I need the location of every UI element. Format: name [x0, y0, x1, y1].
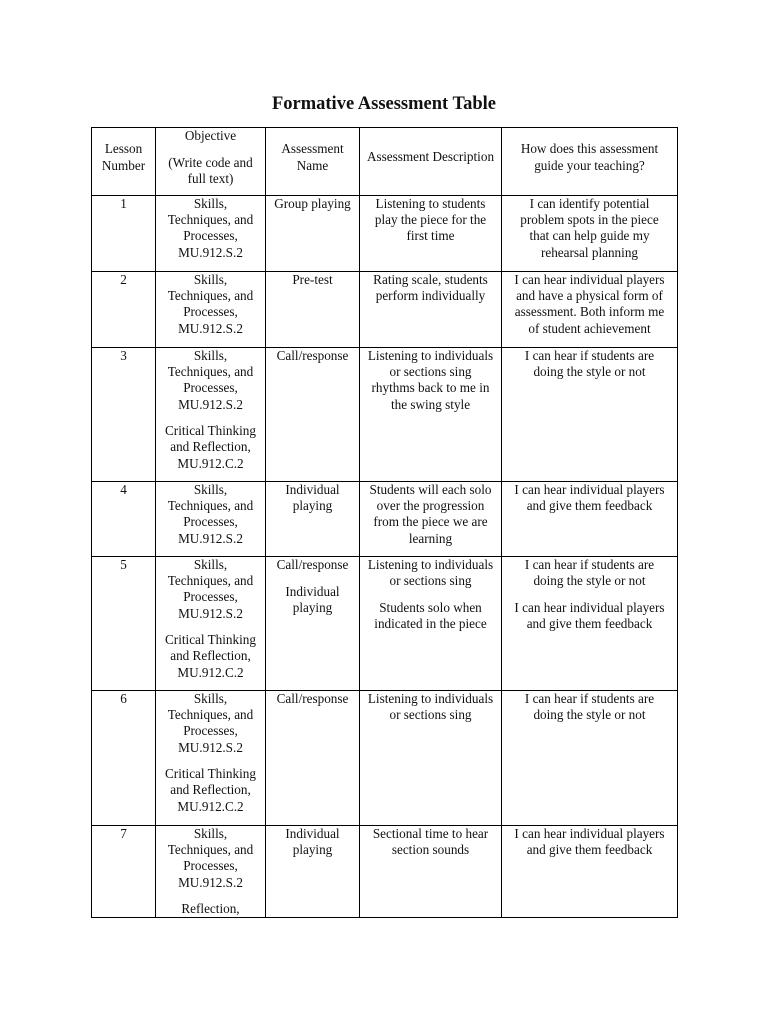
lesson-number: 4 [120, 482, 127, 497]
teaching-guidance-cell [502, 691, 678, 825]
objective-cell [156, 826, 266, 917]
lesson-number-cell [92, 691, 156, 825]
assessment-description: Students will each solo over the progression from the piece we are learning [369, 482, 492, 546]
lesson-number: 2 [120, 272, 127, 287]
assessment-name-cell [266, 196, 360, 271]
teaching-guidance-text: I can hear individual players and give them feedback [514, 826, 665, 858]
assessment-name: Individual playing [285, 826, 340, 858]
assessment-name: Pre-test [292, 272, 333, 287]
objective-cell [156, 482, 266, 556]
header-lesson-number: Lesson Number [101, 141, 146, 173]
lesson-number: 1 [120, 196, 127, 211]
header-lesson-number-cell [92, 128, 156, 197]
objective-text: Skills, Techniques, and Processes, MU.912.S.2 [167, 826, 254, 890]
lesson-number-cell [92, 482, 156, 556]
assessment-description-cell [360, 826, 502, 917]
objective-text: Skills, Techniques, and Processes, MU.912.S.2 [167, 557, 254, 621]
lesson-number: 5 [120, 557, 127, 572]
teaching-guidance-text: I can hear individual players and have a physical form of assessment. Both inform me of student achievement [514, 272, 665, 336]
assessment-description: Listening to students play the piece for the first time [374, 196, 487, 244]
lesson-number-cell [92, 196, 156, 271]
lesson-number-cell [92, 272, 156, 347]
assessment-description: Listening to individuals or sections sing [367, 691, 494, 723]
assessment-name-cell [266, 272, 360, 347]
document-title: Formative Assessment Table [271, 94, 497, 114]
assessment-name-cell [266, 826, 360, 917]
header-objective-instruction: (Write code and full text) [168, 154, 253, 186]
lesson-number: 6 [120, 691, 127, 706]
teaching-guidance-text: I can hear if students are doing the style or not [524, 348, 655, 380]
header-assessment-name: Assessment Name [281, 141, 344, 173]
assessment-name-cell [266, 557, 360, 690]
assessment-name-cell [266, 348, 360, 481]
teaching-guidance-text: I can hear if students are doing the style or not [524, 691, 655, 723]
table-row [92, 691, 678, 826]
lesson-number-cell [92, 557, 156, 690]
assessment-description: Listening to individuals or sections sing rhythms back to me in the swing style [367, 348, 494, 412]
table-row [92, 557, 678, 691]
assessment-description-cell [360, 482, 502, 556]
objective-text: Skills, Techniques, and Processes, MU.912.S.2 [167, 691, 254, 755]
assessment-description: Listening to individuals or sections sing [367, 557, 494, 589]
objective-text: Skills, Techniques, and Processes, MU.912.S.2 [167, 482, 254, 546]
table-row [92, 348, 678, 482]
header-objective: Objective [184, 128, 237, 143]
assessment-name: Group playing [274, 196, 351, 211]
assessment-name: Individual playing [285, 482, 340, 514]
objective-text: Reflection, [181, 901, 240, 917]
header-teaching-guidance: How does this assessment guide your teaching? [520, 141, 659, 173]
objective-cell [156, 272, 266, 347]
teaching-guidance-text: I can hear individual players and give them feedback [514, 599, 665, 631]
objective-text: Skills, Techniques, and Processes, MU.912.S.2 [167, 272, 254, 336]
assessment-description: Rating scale, students perform individually [373, 272, 488, 304]
assessment-name: Individual playing [285, 583, 340, 615]
lesson-number-cell [92, 348, 156, 481]
assessment-description-cell [360, 557, 502, 690]
lesson-number: 7 [120, 826, 127, 841]
teaching-guidance-text: I can hear individual players and give them feedback [514, 482, 665, 514]
objective-text: Critical Thinking and Reflection, MU.912.C.2 [165, 766, 256, 814]
assessment-name-cell [266, 691, 360, 825]
teaching-guidance-cell [502, 826, 678, 917]
header-assessment-name-cell [266, 128, 360, 197]
table-row [92, 482, 678, 557]
assessment-description-cell [360, 272, 502, 347]
table-header-row [92, 128, 678, 196]
lesson-number: 3 [120, 348, 127, 363]
assessment-name: Call/response [276, 691, 349, 706]
teaching-guidance-cell [502, 272, 678, 347]
formative-assessment-table [91, 127, 678, 918]
objective-cell [156, 196, 266, 271]
assessment-name: Call/response [276, 557, 349, 572]
teaching-guidance-cell [502, 557, 678, 690]
assessment-name-cell [266, 482, 360, 556]
objective-text: Skills, Techniques, and Processes, MU.912.S.2 [167, 348, 254, 412]
assessment-description-cell [360, 691, 502, 825]
teaching-guidance-text: I can hear if students are doing the style or not [524, 557, 655, 589]
table-row [92, 826, 678, 918]
lesson-number-cell [92, 826, 156, 917]
teaching-guidance-cell [502, 348, 678, 481]
objective-text: Critical Thinking and Reflection, MU.912.C.2 [165, 632, 256, 680]
objective-text: Critical Thinking and Reflection, MU.912.C.2 [165, 423, 256, 471]
assessment-description: Students solo when indicated in the piece [374, 599, 487, 631]
header-teaching-guidance-cell [502, 128, 678, 197]
table-row [92, 196, 678, 272]
assessment-description-cell [360, 196, 502, 271]
objective-text: Skills, Techniques, and Processes, MU.912.S.2 [167, 196, 254, 260]
assessment-description: Sectional time to hear section sounds [372, 826, 489, 858]
header-objective-cell [156, 128, 266, 197]
teaching-guidance-text: I can identify potential problem spots in the piece that can help guide my rehearsal planning [520, 196, 659, 260]
objective-cell [156, 348, 266, 481]
teaching-guidance-cell [502, 196, 678, 271]
objective-cell [156, 691, 266, 825]
teaching-guidance-cell [502, 482, 678, 556]
objective-cell [156, 557, 266, 690]
header-assessment-description-cell [360, 128, 502, 197]
table-row [92, 272, 678, 348]
assessment-name: Call/response [276, 348, 349, 363]
header-assessment-description: Assessment Description [366, 149, 495, 165]
assessment-description-cell [360, 348, 502, 481]
